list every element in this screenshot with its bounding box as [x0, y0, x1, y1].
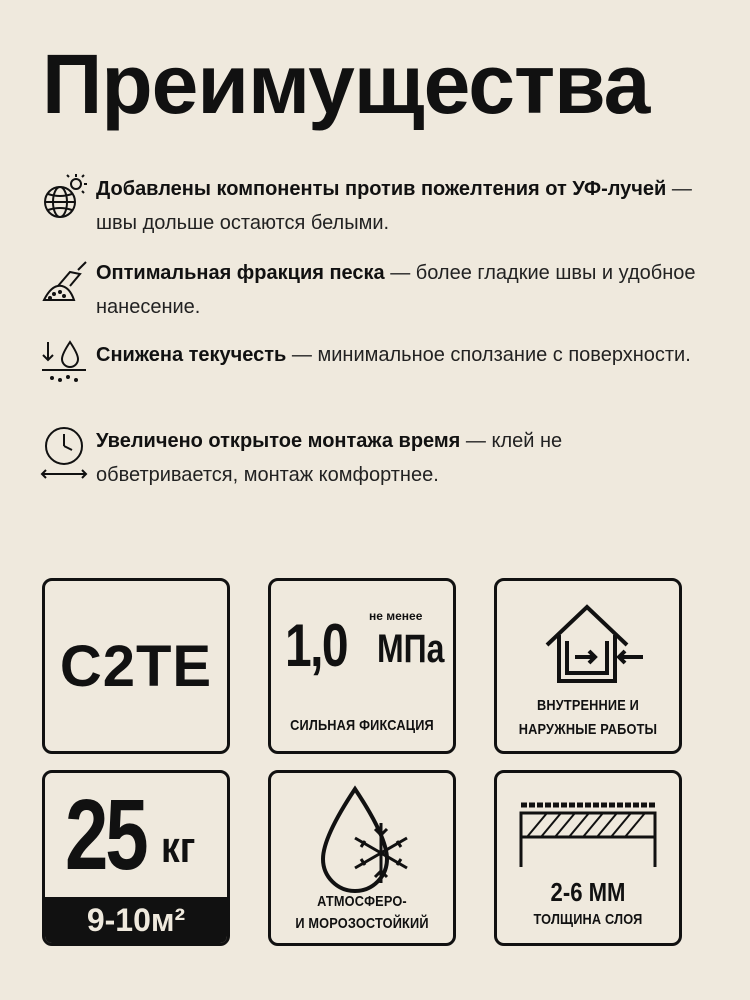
- frost-caption-1: АТМОСФЕРО-: [317, 893, 407, 910]
- feature-text: Снижена текучесть — минимальное сползание с поверхности.: [96, 344, 691, 366]
- frost-caption-2: И МОРОЗОСТОЙКИЙ: [295, 915, 429, 932]
- clock-arrows-icon: [40, 424, 88, 480]
- feature-text: Увеличено открытое монтажа время — клей не обветривается, монтаж комфортнее.: [96, 430, 563, 486]
- house-icon: [531, 595, 651, 687]
- coverage-label: 9-10м²: [45, 897, 227, 943]
- layer-thickness-icon: [517, 795, 659, 869]
- drop-snowflake-icon: [311, 783, 419, 903]
- trowel-sand-icon: [40, 256, 88, 304]
- feature-uv: [40, 172, 720, 242]
- tile-thickness: [494, 770, 682, 946]
- class-label: C2TE: [59, 634, 213, 699]
- weight-value: 25: [65, 779, 146, 891]
- feature-text: Добавлены компоненты против пожелтения от УФ-лучей — швы дольше остаются белыми.: [96, 178, 692, 234]
- strength-note: не менее: [369, 609, 423, 623]
- feature-open-time: [40, 424, 720, 494]
- tile-weight: [42, 770, 230, 946]
- feature-slump: [40, 338, 720, 408]
- weight-unit: кг: [161, 823, 196, 872]
- thickness-caption: ТОЛЩИНА СЛОЯ: [533, 911, 643, 928]
- tile-frost: [268, 770, 456, 946]
- feature-text: Оптимальная фракция песка — более гладкие швы и удобное нанесение.: [96, 262, 696, 318]
- page-title: Преимущества: [42, 37, 650, 131]
- strength-caption: СИЛЬНАЯ ФИКСАЦИЯ: [290, 717, 434, 734]
- strength-value: 1,0: [285, 612, 347, 679]
- strength-unit: МПа: [377, 627, 445, 671]
- thickness-value: 2-6 ММ: [550, 877, 626, 907]
- feature-sand: [40, 256, 720, 326]
- drop-arrow-icon: [40, 338, 88, 386]
- globe-sun-icon: [40, 172, 88, 220]
- usage-caption-1: ВНУТРЕННИЕ И: [537, 697, 639, 714]
- tile-usage: [494, 578, 682, 754]
- tile-strength: [268, 578, 456, 754]
- usage-caption-2: НАРУЖНЫЕ РАБОТЫ: [518, 721, 658, 738]
- tile-c2te: [42, 578, 230, 754]
